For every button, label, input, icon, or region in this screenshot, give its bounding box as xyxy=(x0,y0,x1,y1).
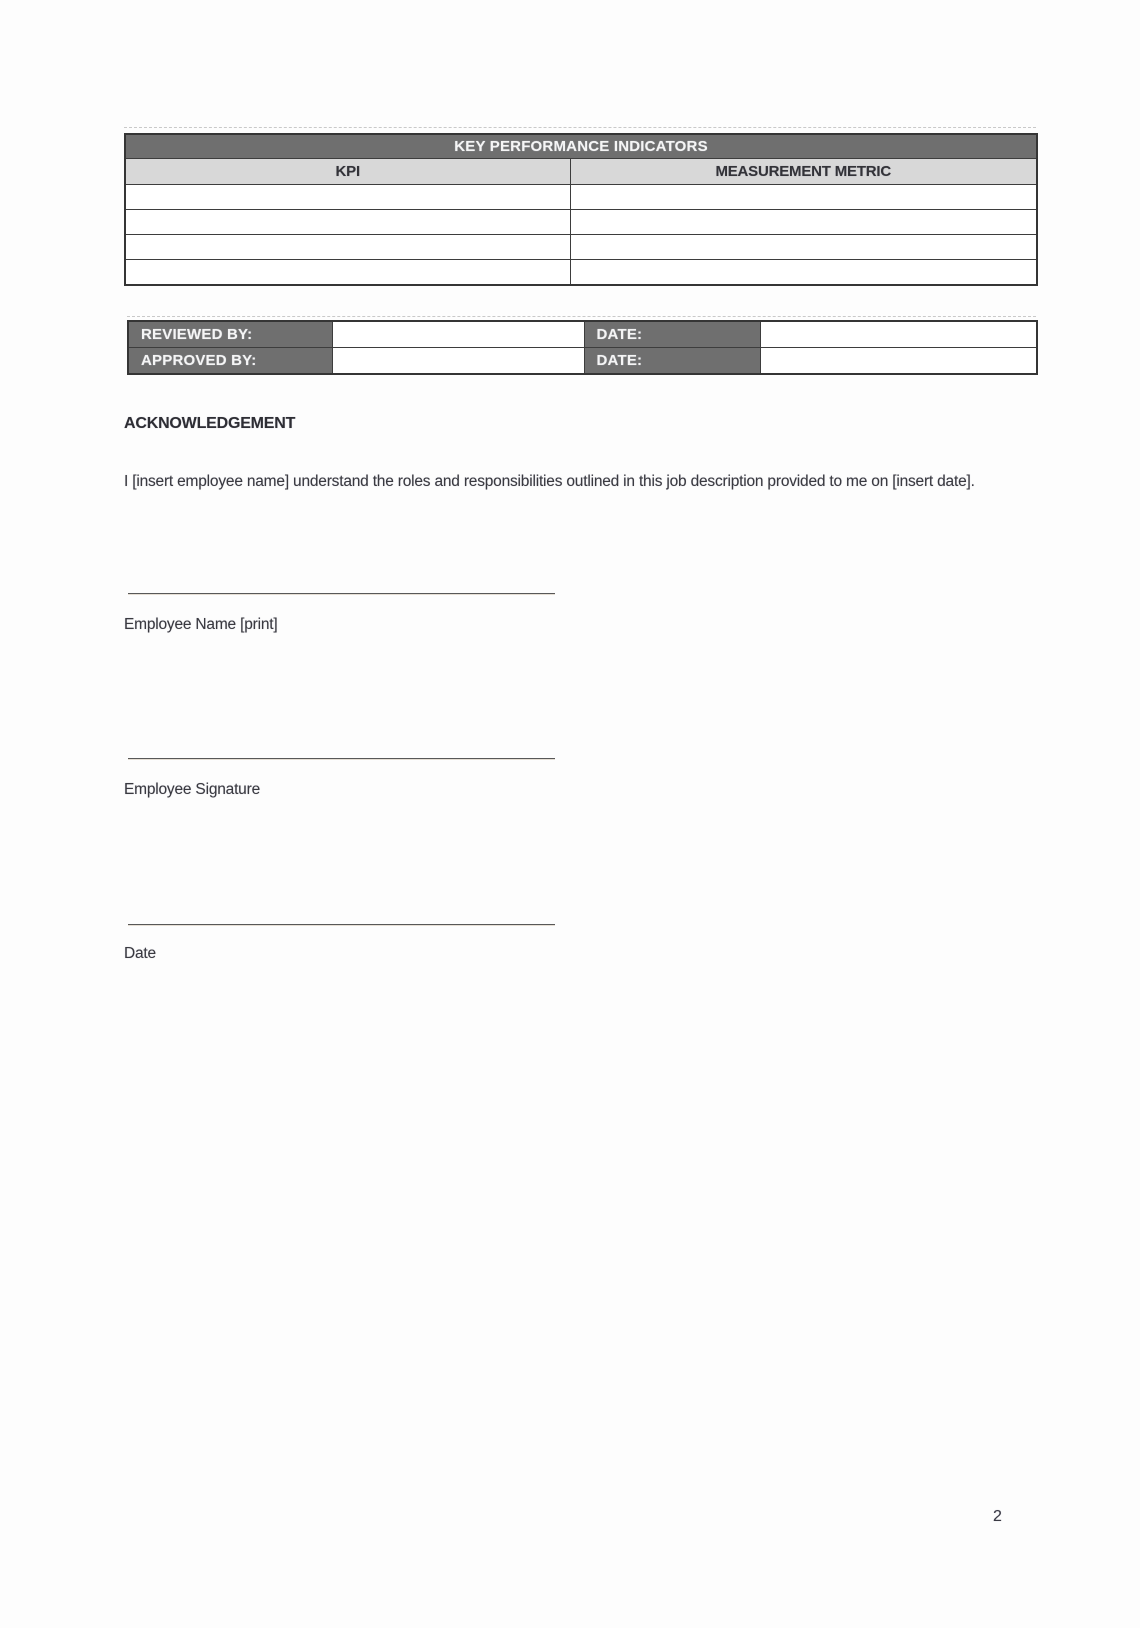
date-label: DATE: xyxy=(584,321,760,348)
reviewed-by-value-cell xyxy=(332,321,584,348)
signature-label-employee-name: Employee Name [print] xyxy=(124,616,278,633)
kpi-table-row xyxy=(125,235,1037,260)
signature-label-employee-signature: Employee Signature xyxy=(124,781,260,798)
measurement-metric-column-header: MEASUREMENT METRIC xyxy=(570,159,1037,185)
kpi-table xyxy=(124,133,1038,286)
approved-by-label: APPROVED BY: xyxy=(128,348,332,375)
signature-label-date: Date xyxy=(124,945,156,962)
metric-cell xyxy=(570,210,1037,235)
kpi-cell xyxy=(125,185,570,210)
kpi-cell xyxy=(125,260,570,286)
scan-artifact-rule xyxy=(127,316,1036,317)
kpi-cell xyxy=(125,210,570,235)
acknowledgement-heading: ACKNOWLEDGEMENT xyxy=(124,415,296,432)
kpi-table-header-row xyxy=(125,159,1037,185)
metric-cell xyxy=(570,235,1037,260)
date-label: DATE: xyxy=(584,348,760,375)
date-value-cell xyxy=(760,321,1037,348)
metric-cell xyxy=(570,260,1037,286)
approved-by-row xyxy=(128,348,1037,375)
approved-by-value-cell xyxy=(332,348,584,375)
signature-line-employee-signature xyxy=(128,758,555,759)
metric-cell xyxy=(570,185,1037,210)
acknowledgement-text: I [insert employee name] understand the roles and responsibilities outlined in this job description provided to me on [insert date]. xyxy=(124,473,975,490)
reviewed-by-row xyxy=(128,321,1037,348)
signature-line-date xyxy=(128,924,555,925)
page-number: 2 xyxy=(993,1508,1002,1525)
date-value-cell xyxy=(760,348,1037,375)
kpi-table-row xyxy=(125,260,1037,286)
reviewed-by-label: REVIEWED BY: xyxy=(128,321,332,348)
kpi-table-row xyxy=(125,185,1037,210)
kpi-table-title: KEY PERFORMANCE INDICATORS xyxy=(125,134,1037,159)
signoff-table xyxy=(127,320,1038,375)
scan-artifact-rule xyxy=(124,127,1036,128)
kpi-table-row xyxy=(125,210,1037,235)
kpi-cell xyxy=(125,235,570,260)
kpi-table-title-row xyxy=(125,134,1037,159)
signature-line-employee-name xyxy=(128,593,555,594)
kpi-column-header: KPI xyxy=(125,159,570,185)
